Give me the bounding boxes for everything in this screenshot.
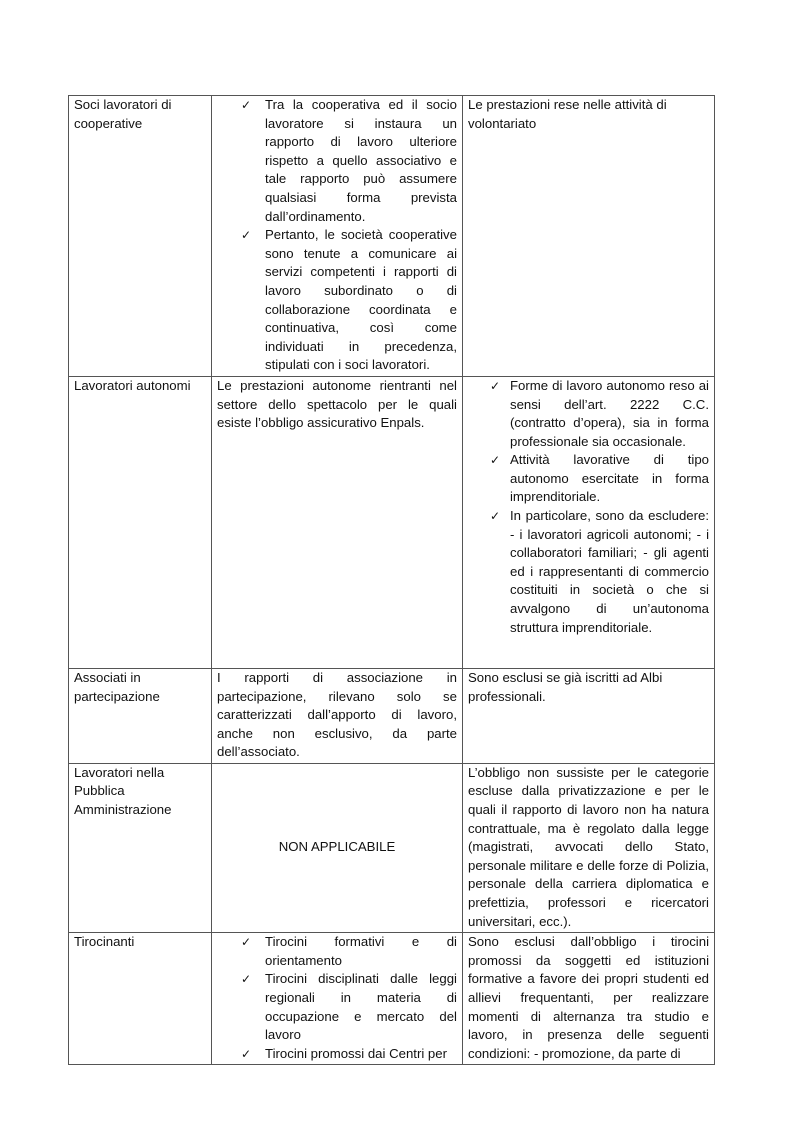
check-icon: ✓	[241, 1046, 252, 1061]
checklist	[217, 96, 457, 375]
list-item: ✓ Tirocini disciplinati dalle leggi regionali in materia di occupazione e mercato del lavoro	[241, 971, 457, 1043]
category-label: Soci lavoratori di cooperative	[74, 97, 172, 131]
check-icon: ✓	[241, 98, 252, 112]
table-row	[69, 933, 715, 1065]
excluded-cell	[463, 376, 715, 668]
check-icon: ✓	[241, 228, 252, 243]
category-label: Lavoratori autonomi	[74, 377, 191, 393]
list-item: ✓ Pertanto, le società cooperative sono tenute a comunicare ai servizi competenti i rapporti di lavoro subordinato o di collaborazione coordinata e continuativa, così come individuati in precedenza, stipulati con i soci lavoratori.	[241, 227, 457, 373]
excluded-cell: L’obbligo non sussiste per le categorie escluse dalla privatizzazione e per le quali il rapporto di lavoro non ha natura contrattuale, ma è regolato dalla legge (magistrati, avvocati dello Stato, personale militare e delle forze di Polizia, personale della carriera diplomatica e prefettizia, professori e ricercatori universitari, ecc.).	[463, 763, 715, 932]
category-cell	[69, 763, 212, 932]
checklist	[217, 933, 457, 1063]
category-cell	[69, 96, 212, 377]
category-cell	[69, 933, 212, 1065]
category-label: Tirocinanti	[74, 934, 135, 950]
excluded-cell: Le prestazioni rese nelle attività di volontariato	[463, 96, 715, 377]
included-cell	[212, 96, 463, 377]
check-icon: ✓	[241, 972, 252, 987]
excluded-cell: Sono esclusi dall’obbligo i tirocini promossi da soggetti ed istituzioni formative a favore dei propri studenti ed allievi frequentanti, per realizzare momenti di alternanza tra studio e lavoro, in presenza delle seguenti condizioni: - promozione, da parte di	[463, 933, 715, 1065]
list-item: ✓ Attività lavorative di tipo autonomo esercitate in forma imprenditoriale.	[490, 452, 709, 505]
list-item: ✓ Tirocini formativi e di orientamento	[241, 934, 457, 968]
included-cell: Le prestazioni autonome rientranti nel settore dello spettacolo per le quali esiste l’obbligo assicurativo Enpals.	[212, 376, 463, 668]
category-cell	[69, 668, 212, 763]
list-item: ✓ Forme di lavoro autonomo reso ai sensi dell’art. 2222 C.C. (contratto d’opera), sia in forma professionale sia occasionale.	[490, 377, 709, 449]
category-cell	[69, 376, 212, 668]
included-cell	[212, 933, 463, 1065]
category-label: Associati in partecipazione	[74, 669, 160, 704]
list-item: ✓ In particolare, sono da escludere: - i lavoratori agricoli autonomi; - i collaboratori familiari; - gli agenti ed i rappresentanti di commercio costituiti in società o che si avvalgono di un’autonoma struttura imprenditoriale.	[490, 508, 709, 635]
category-label: Lavoratori nella Pubblica Amministrazione	[74, 764, 172, 818]
check-icon: ✓	[241, 935, 252, 950]
table-row	[69, 376, 715, 668]
check-icon: ✓	[490, 453, 501, 468]
checklist	[468, 377, 709, 637]
categories-table	[68, 95, 715, 1065]
list-item: ✓ Tra la cooperativa ed il socio lavoratore si instaura un rapporto di lavoro ulteriore rispetto a quello associativo e tale rapporto può assumere qualsiasi forma prevista dall’ordinamento.	[241, 97, 457, 224]
excluded-cell: Sono esclusi se già iscritti ad Albi professionali.	[463, 668, 715, 763]
not-applicable-label: NON APPLICABILE	[278, 839, 396, 855]
list-item: ✓ Tirocini promossi dai Centri per	[217, 1045, 457, 1064]
check-icon: ✓	[490, 378, 501, 393]
table-row	[69, 96, 715, 377]
table-row	[69, 763, 715, 932]
check-icon: ✓	[490, 509, 501, 524]
included-cell: I rapporti di associazione in partecipazione, rilevano solo se caratterizzati dall’apporto di lavoro, anche non esclusivo, da parte dell’associato.	[212, 668, 463, 763]
included-cell	[212, 763, 463, 932]
table-row	[69, 668, 715, 763]
